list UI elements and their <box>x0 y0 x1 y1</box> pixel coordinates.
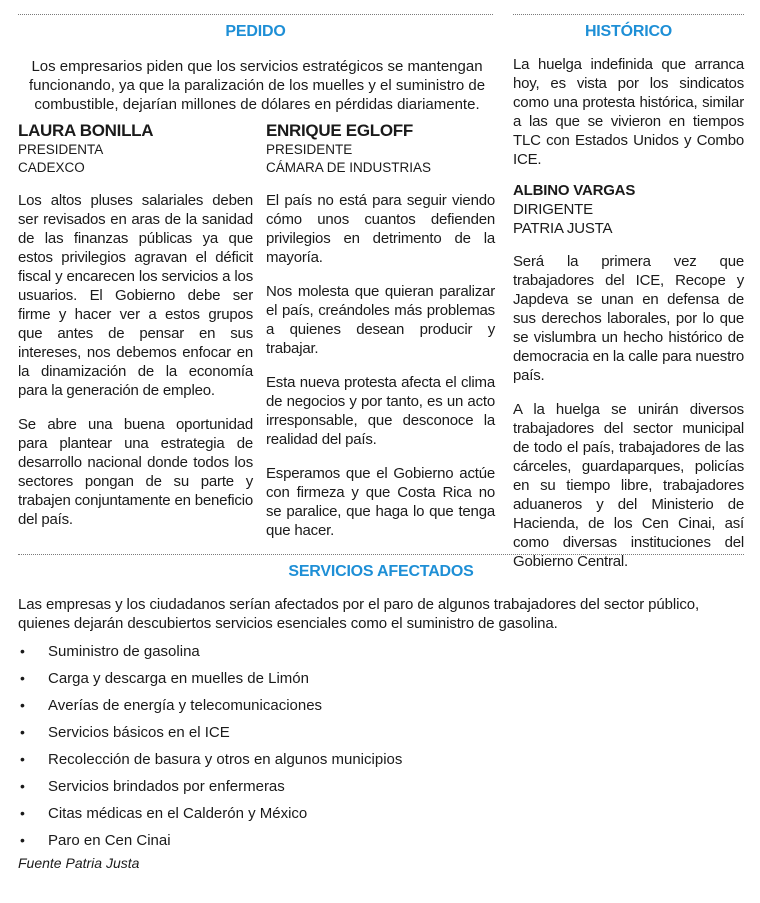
pedido-heading: PEDIDO <box>225 23 286 40</box>
statement-paragraph: El país no está para seguir viendo cómo unos cuantos defienden privilegios en detrimento de la mayoría. <box>266 192 495 266</box>
person-role: PRESIDENTE <box>266 142 353 157</box>
servicios-block <box>18 595 746 871</box>
list-item <box>18 696 746 723</box>
statement-paragraph: Nos molesta que quieran paralizar el país, creándoles más problemas a quienes desean producir y trabajar. <box>266 283 495 357</box>
servicios-rule <box>18 554 744 555</box>
historico-rule <box>513 14 744 15</box>
list-item <box>18 750 746 777</box>
person-enrique-egloff <box>266 121 495 555</box>
statement-paragraph: Los altos pluses salariales deben ser revisados en aras de la sanidad de las finanzas públicas ya que estos privilegios agravan el déficit fiscal y encarecen los servicios a los usuarios. El Gobierno debe ser firme y hacer ver a estos grupos que antes de pensar en sus intereses, nos debemos enfocar en la dinamización de la economía para la generación de empleo. <box>18 192 253 399</box>
bullet-icon: • <box>20 643 25 659</box>
list-item-label: Servicios básicos en el ICE <box>48 724 230 741</box>
list-item-label: Recolección de basura y otros en algunos municipios <box>48 751 403 768</box>
list-item-label: Carga y descarga en muelles de Limón <box>48 670 309 687</box>
historico-intro: La huelga indefinida que arranca hoy, es vista por los sindicatos como una protesta histórica, similar a las que se vivieron en tiempos TLC con Estados Unidos y Combo ICE. <box>513 56 744 168</box>
list-item <box>18 642 746 669</box>
person-org: CADEXCO <box>18 160 85 175</box>
list-item-label: Servicios brindados por enfermeras <box>48 778 285 795</box>
list-item-label: Averías de energía y telecomunicaciones <box>48 697 323 714</box>
list-item-label: Citas médicas en el Calderón y México <box>48 805 308 822</box>
servicios-heading: SERVICIOS AFECTADOS <box>288 563 474 580</box>
statement-paragraph: Esperamos que el Gobierno actúe con firmeza y que Costa Rica no se paralice, que haga lo que tenga que hacer. <box>266 465 495 539</box>
list-item <box>18 804 746 831</box>
person-org: PATRIA JUSTA <box>513 220 613 237</box>
list-item-label: Suministro de gasolina <box>48 643 200 660</box>
bullet-icon: • <box>20 670 25 686</box>
statement-paragraph: Será la primera vez que trabajadores del ICE, Recope y Japdeva se unan en defensa de sus derechos laborales, por lo que se vislumbra un hecho histórico de democracia en la calle para nuestro país. <box>513 253 744 384</box>
person-org: CÁMARA DE INDUSTRIAS <box>266 160 432 175</box>
person-name: ALBINO VARGAS <box>513 182 636 199</box>
list-item <box>18 723 746 750</box>
servicios-list <box>18 642 746 858</box>
bullet-icon: • <box>20 751 25 767</box>
person-statement <box>266 191 495 540</box>
statement-paragraph: Se abre una buena oportunidad para plantear una estrategia de desarrollo nacional donde todos los sectores pongan de su parte y trabajen conjuntamente en beneficio del país. <box>18 416 253 528</box>
historico-column <box>513 55 744 586</box>
bullet-icon: • <box>20 778 25 794</box>
person-role: PRESIDENTA <box>18 142 104 157</box>
pedido-header <box>18 0 493 40</box>
pedido-rule <box>18 14 493 15</box>
servicios-intro: Las empresas y los ciudadanos serían afectados por el paro de algunos trabajadores del sector público, quienes dejarán descubiertos servicios esenciales como el suministro de gasolina. <box>18 596 700 632</box>
bullet-icon: • <box>20 805 25 821</box>
pedido-lead-block <box>26 57 488 114</box>
person-name: LAURA BONILLA <box>18 121 154 140</box>
statement-paragraph: A la huelga se unirán diversos trabajadores del sector municipal de todo el país, trabajadores de las cárceles, guardaparques, policías en su tiempo libre, trabajadores aduaneros y del Ministerio de Hacienda, de los Cen Cinai, así como diversas instituciones del Gobierno Central. <box>513 401 744 570</box>
list-item <box>18 831 746 858</box>
list-item <box>18 777 746 804</box>
bullet-icon: • <box>20 724 25 740</box>
person-laura-bonilla <box>18 121 253 544</box>
statement-paragraph: Esta nueva protesta afecta el clima de negocios y por tanto, es un acto irresponsable, que desconoce la realidad del país. <box>266 374 495 448</box>
historico-header <box>513 0 744 40</box>
source-credit: Fuente Patria Justa <box>18 855 140 871</box>
person-statement <box>18 191 253 529</box>
pedido-lead: Los empresarios piden que los servicios estratégicos se mantengan funcionando, ya que la paralización de los muelles y el suministro de combustible, dejarían millones de dólares en pérdidas diariamente. <box>28 58 486 113</box>
list-item <box>18 669 746 696</box>
historico-heading: HISTÓRICO <box>584 23 673 40</box>
person-name: ENRIQUE EGLOFF <box>266 121 413 140</box>
bullet-icon: • <box>20 697 25 713</box>
servicios-header <box>18 540 744 580</box>
bullet-icon: • <box>20 832 25 848</box>
list-item-label: Paro en Cen Cinai <box>48 832 171 849</box>
person-role: DIRIGENTE <box>513 201 593 218</box>
